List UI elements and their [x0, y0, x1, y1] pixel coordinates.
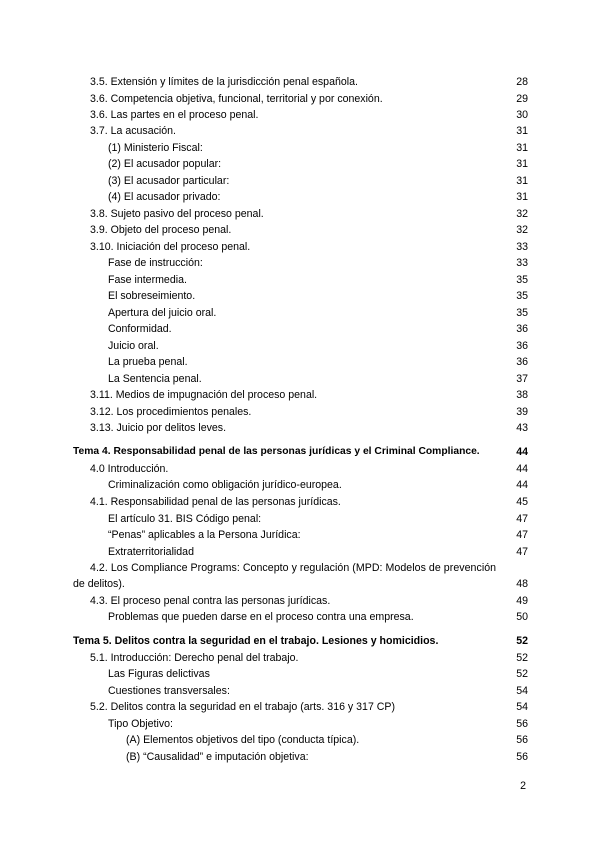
toc-chapter-heading[interactable]: [0, 633, 600, 649]
toc-entry-label: Juicio oral.: [108, 340, 159, 352]
toc-entry[interactable]: [0, 239, 600, 255]
toc-entry-page: 48: [516, 578, 528, 590]
toc-entry[interactable]: [0, 683, 600, 699]
toc-entry-label: “Penas” aplicables a la Persona Jurídica:: [108, 529, 301, 541]
toc-entry-label: 5.1. Introducción: Derecho penal del trabajo.: [90, 652, 299, 664]
toc-entry-page: 35: [516, 290, 528, 302]
toc-entry-label: Tema 4. Responsabilidad penal de las personas jurídicas y el Criminal Compliance.: [73, 446, 480, 457]
toc-entry-label: Las Figuras delictivas: [108, 668, 210, 680]
toc-entry-page: 35: [516, 307, 528, 319]
toc-entry-page: 36: [516, 356, 528, 368]
toc-entry-page: 37: [516, 373, 528, 385]
toc-entry-label: Extraterritorialidad: [108, 546, 194, 558]
toc-entry-page: 56: [516, 734, 528, 746]
toc-entry-label: Problemas que pueden darse en el proceso contra una empresa.: [108, 611, 414, 623]
toc-entry-label[interactable]: 4.2. Los Compliance Programs: Concepto y regulación (MPD: Modelos de prevención: [90, 562, 497, 574]
toc-entry[interactable]: [0, 609, 600, 625]
toc-entry[interactable]: [0, 732, 600, 748]
toc-entry[interactable]: [0, 593, 600, 609]
toc-entry-label: El sobreseimiento.: [108, 290, 196, 302]
toc-entry-page: 29: [516, 93, 528, 105]
toc-entry-label: 3.8. Sujeto pasivo del proceso penal.: [90, 208, 264, 220]
toc-entry-page: 35: [516, 274, 528, 286]
toc-entry-page: 31: [516, 175, 528, 187]
toc-entry[interactable]: [0, 461, 600, 477]
toc-entry-label: de delitos).: [73, 578, 125, 590]
toc-entry-label: 3.9. Objeto del proceso penal.: [90, 224, 232, 236]
toc-entry-page: 47: [516, 529, 528, 541]
toc-entry[interactable]: [0, 305, 600, 321]
toc-entry-page: 36: [516, 340, 528, 352]
toc-entry[interactable]: [0, 107, 600, 123]
toc-entry-page: 39: [516, 406, 528, 418]
toc-entry-page: 56: [516, 751, 528, 763]
toc-entry-page: 47: [516, 546, 528, 558]
toc-entry-page: 43: [516, 422, 528, 434]
toc-entry-page: 31: [516, 158, 528, 170]
toc-entry[interactable]: [0, 74, 600, 90]
toc-entry-label: (B) “Causalidad” e imputación objetiva:: [126, 751, 309, 763]
toc-entry[interactable]: [0, 371, 600, 387]
toc-entry-page: 30: [516, 109, 528, 121]
toc-chapter-heading[interactable]: [0, 444, 600, 460]
toc-entry[interactable]: [0, 420, 600, 436]
toc-entry[interactable]: [0, 338, 600, 354]
toc-entry[interactable]: [0, 387, 600, 403]
toc-entry-page: 49: [516, 595, 528, 607]
toc-entry[interactable]: [0, 321, 600, 337]
toc-entry[interactable]: [0, 511, 600, 527]
toc-entry[interactable]: [0, 156, 600, 172]
toc-entry[interactable]: [0, 666, 600, 682]
toc-entry-page: 54: [516, 701, 528, 713]
toc-entry-label: Cuestiones transversales:: [108, 685, 230, 697]
toc-entry[interactable]: [0, 716, 600, 732]
toc-entry-page: 32: [516, 208, 528, 220]
toc-entry-page: 31: [516, 142, 528, 154]
toc-entry-page: 52: [516, 652, 528, 664]
toc-entry-label: La prueba penal.: [108, 356, 188, 368]
toc-entry-page: 50: [516, 611, 528, 623]
toc-entry-page: 54: [516, 685, 528, 697]
toc-entry[interactable]: [0, 288, 600, 304]
toc-entry-page: 31: [516, 125, 528, 137]
toc-entry-label: La Sentencia penal.: [108, 373, 202, 385]
toc-entry[interactable]: [0, 91, 600, 107]
toc-entry-label: 3.7. La acusación.: [90, 125, 176, 137]
toc-entry-page: 33: [516, 241, 528, 253]
toc-entry-label: Tipo Objetivo:: [108, 718, 173, 730]
toc-entry[interactable]: [0, 404, 600, 420]
toc-entry-label: 3.5. Extensión y límites de la jurisdicción penal española.: [90, 76, 358, 88]
toc-entry[interactable]: [0, 189, 600, 205]
toc-entry-label: Fase de instrucción:: [108, 257, 203, 269]
toc-entry[interactable]: [0, 206, 600, 222]
toc-entry-page: 44: [516, 446, 528, 458]
toc-entry-label: Conformidad.: [108, 323, 172, 335]
toc-entry-label: 3.11. Medios de impugnación del proceso penal.: [90, 389, 318, 401]
toc-entry-label: (A) Elementos objetivos del tipo (conducta típica).: [126, 734, 360, 746]
toc-entry[interactable]: [0, 477, 600, 493]
page-number: 2: [520, 780, 526, 792]
toc-entry[interactable]: [0, 354, 600, 370]
toc-entry-label: (3) El acusador particular:: [108, 175, 230, 187]
toc-entry-page: 44: [516, 463, 528, 475]
toc-entry-page: 28: [516, 76, 528, 88]
toc-entry-page: 47: [516, 513, 528, 525]
toc-entry-page: 44: [516, 479, 528, 491]
toc-entry[interactable]: [0, 494, 600, 510]
toc-entry-label: 5.2. Delitos contra la seguridad en el trabajo (arts. 316 y 317 CP): [90, 701, 396, 713]
toc-entry-page: 45: [516, 496, 528, 508]
toc-entry-label: 3.10. Iniciación del proceso penal.: [90, 241, 251, 253]
toc-entry[interactable]: [0, 140, 600, 156]
toc-entry-label: (2) El acusador popular:: [108, 158, 222, 170]
toc-entry-label: Fase intermedia.: [108, 274, 187, 286]
toc-entry[interactable]: [0, 749, 600, 765]
toc-entry-label: (4) El acusador privado:: [108, 191, 221, 203]
toc-entry-label: El artículo 31. BIS Código penal:: [108, 513, 262, 525]
toc-entry-page: 56: [516, 718, 528, 730]
toc-entry[interactable]: [0, 222, 600, 238]
toc-entry-page: 33: [516, 257, 528, 269]
toc-entry[interactable]: [0, 576, 600, 592]
toc-entry[interactable]: [0, 272, 600, 288]
toc-entry-label: 4.3. El proceso penal contra las personas jurídicas.: [90, 595, 331, 607]
toc-entry-label: Apertura del juicio oral.: [108, 307, 217, 319]
toc-entry[interactable]: [0, 255, 600, 271]
toc-entry[interactable]: [0, 544, 600, 560]
toc-entry-page: 52: [516, 635, 528, 647]
toc-entry-label: (1) Ministerio Fiscal:: [108, 142, 203, 154]
toc-entry-page: 32: [516, 224, 528, 236]
toc-entry-page: 38: [516, 389, 528, 401]
toc-entry[interactable]: [0, 650, 600, 666]
toc-entry[interactable]: [0, 173, 600, 189]
toc-entry[interactable]: [0, 699, 600, 715]
toc-entry-label: 3.13. Juicio por delitos leves.: [90, 422, 227, 434]
toc-entry-label: 4.1. Responsabilidad penal de las personas jurídicas.: [90, 496, 341, 508]
toc-entry-page: 31: [516, 191, 528, 203]
toc-entry[interactable]: [0, 527, 600, 543]
toc-entry-label: 3.6. Competencia objetiva, funcional, territorial y por conexión.: [90, 93, 383, 105]
toc-entry-page: 36: [516, 323, 528, 335]
toc-entry-label: 3.6. Las partes en el proceso penal.: [90, 109, 259, 121]
toc-entry-label: 3.12. Los procedimientos penales.: [90, 406, 252, 418]
toc-entry-label: Tema 5. Delitos contra la seguridad en el trabajo. Lesiones y homicidios.: [73, 635, 439, 647]
toc-entry-label: 4.0 Introducción.: [90, 463, 169, 475]
toc-entry-page: 52: [516, 668, 528, 680]
toc-entry[interactable]: [0, 123, 600, 139]
toc-entry-label: Criminalización como obligación jurídico-europea.: [108, 479, 342, 491]
